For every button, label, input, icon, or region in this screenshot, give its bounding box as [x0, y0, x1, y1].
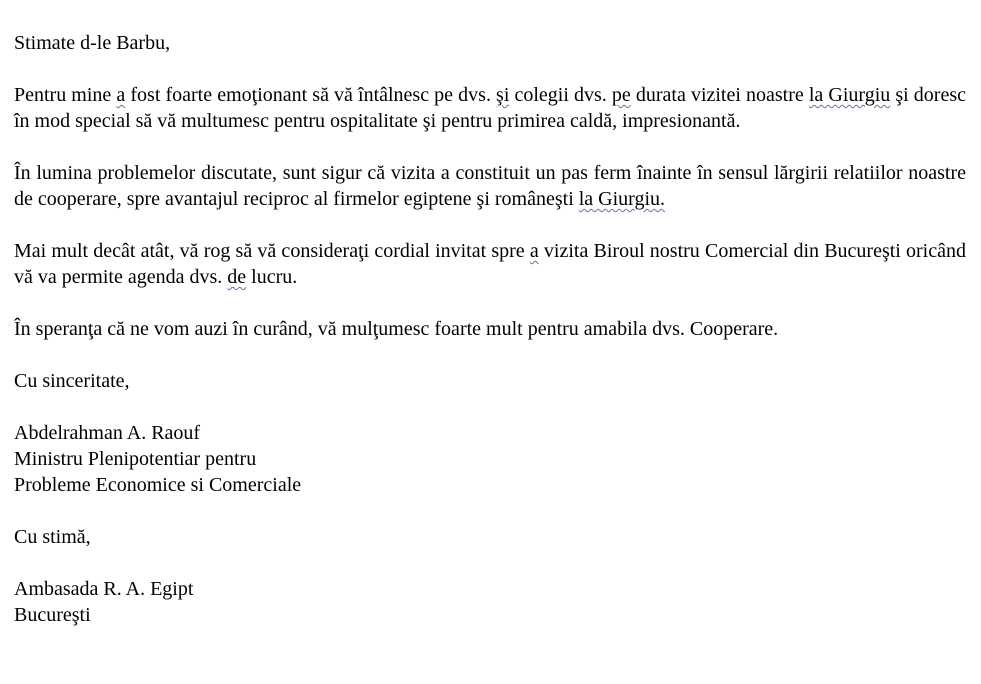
grammar-flag[interactable]: a: [529, 240, 539, 262]
paragraph-1-text: colegii dvs.: [509, 84, 612, 106]
grammar-flag[interactable]: la Giurgiu.: [578, 188, 666, 210]
paragraph-3-text: lucru.: [246, 266, 298, 288]
grammar-flag[interactable]: la Giurgiu: [808, 84, 891, 106]
sender-line-1: Ambasada R. A. Egipt: [14, 578, 194, 600]
paragraph-1-text: şi doresc în mod special să vă multumesc pentru ospitalitate şi pentru primirea caldă, impresionantă.: [14, 84, 966, 132]
paragraph-2: [14, 160, 966, 212]
paragraph-1: [14, 82, 966, 134]
paragraph-3: [14, 238, 966, 290]
salutation: Stimate d-le Barbu,: [14, 32, 171, 54]
letter-document: [14, 30, 966, 654]
closing-sincerely: Cu sinceritate,: [14, 370, 130, 392]
paragraph-2-text: În lumina problemelor discutate, sunt sigur că vizita a constituit un pas ferm înainte în sensul lărgirii relatiilor noastre de cooperare, spre avantajul reciproc al firmelor egiptene şi româneşti: [14, 162, 966, 210]
paragraph-3-text: Mai mult decât atât, vă rog să vă consideraţi cordial invitat spre: [14, 240, 530, 262]
sender-line-2: Bucureşti: [14, 604, 91, 626]
signature-name: Abdelrahman A. Raouf: [14, 422, 201, 444]
paragraph-1-text: fost foarte emoţionant să vă întâlnesc pe dvs.: [125, 84, 497, 106]
paragraph-4: În speranţa că ne vom auzi în curând, vă mulţumesc foarte mult pentru amabila dvs. Cooperare.: [14, 318, 779, 340]
sender-block: [14, 576, 966, 628]
paragraph-1-text: durata vizitei noastre: [630, 84, 809, 106]
grammar-flag[interactable]: pe: [611, 84, 631, 106]
signature-block: [14, 420, 966, 498]
grammar-flag[interactable]: de: [227, 266, 247, 288]
grammar-flag[interactable]: a: [116, 84, 126, 106]
paragraph-1-text: Pentru mine: [14, 84, 117, 106]
signature-title-1: Ministru Plenipotentiar pentru: [14, 448, 257, 470]
closing-regards: Cu stimă,: [14, 526, 91, 548]
paragraph-3-text: vizita Biroul nostru Comercial din Bucureşti oricând vă va permite agenda dvs.: [14, 240, 966, 288]
grammar-flag[interactable]: şi: [496, 84, 510, 106]
signature-title-2: Probleme Economice si Comerciale: [14, 474, 302, 496]
